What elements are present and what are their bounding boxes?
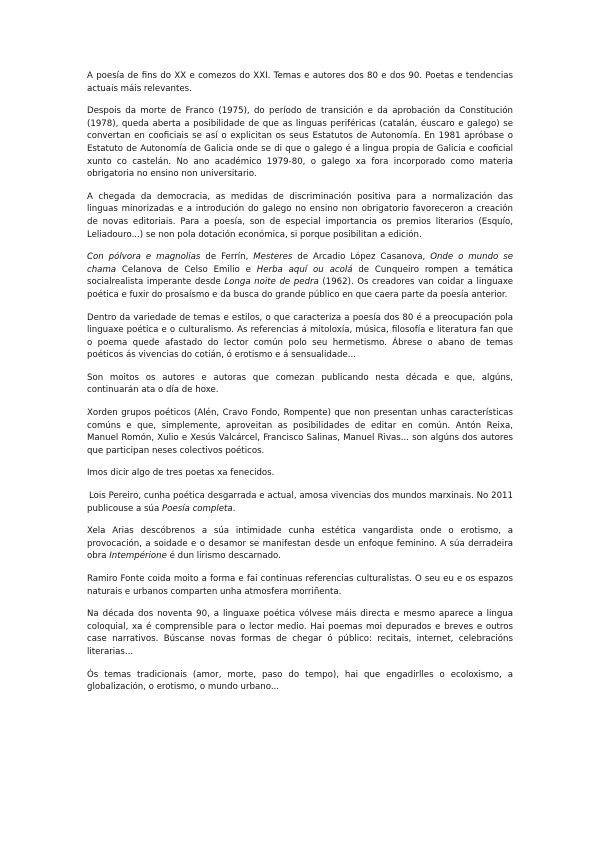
paragraph	[87, 608, 513, 658]
paragraph	[87, 525, 513, 563]
text-run: A poesía de fins do XX e comezos do XXI. Temas e autores dos 80 e dos 90. Poetas e tendencias actuais máis relevantes.	[87, 71, 513, 94]
italic-title: Onde o mundo se chama	[87, 252, 513, 275]
paragraph	[87, 191, 513, 241]
text-run: Na década dos noventa 90, a linguaxe poética vólvese máis directa e mesmo aparece a lingua coloquial, xa é comprensible para o lector medio. Hai poemas moi depurados e breves e outros case narrativos. Búscanse novas formas de chegar ó público: recitais, internet, celebracións literarias...	[87, 609, 513, 657]
paragraph	[87, 105, 513, 181]
text-run: Lois Pereiro, cunha poética desgarrada e actual, amosa vivencias dos mundos marxinais. No 2011 publicouse a súa	[87, 491, 513, 514]
paragraph	[87, 312, 513, 362]
paragraph	[87, 490, 513, 515]
text-run: de Ferrín,	[200, 252, 254, 263]
paragraph	[87, 372, 513, 397]
italic-title: Poesía completa	[161, 503, 233, 514]
text-run: A chegada da democracia, as medidas de discriminación positiva para a normalización das linguas minorizadas e a introdución do galego no ensino non obrigatorio favoreceron a creación de novas editoriais. Para a poesía, son de especial importancia os premios literarios (Esquío, Leliadouro...) se non pola dotación económica, si porque posibilitan a edición.	[87, 191, 513, 240]
text-run: Xorden grupos poéticos (Alén, Cravo Fondo, Rompente) que non presentan unhas características comúns e que, simplemente, aproveitan as posibilidades de editar en común. Antón Reixa, Manuel Romón, Xulio e Xesús Valcárcel, Francisco Salinas, Manuel Rivas... son algúns dos autores que participan neses colectivos poéticos.	[87, 408, 513, 456]
text-run: Despois da morte de Franco (1975), do período de transición e da aprobación da Constitución (1978), queda aberta a posibilidade de que as linguas periféricas (catalán, éuscaro e galego) se convertan en cooficiais se así o explicitan os seus Estatutos de Autonomía. En 1981 apróbase o Estatuto de Autonomía de Galicia onde se di que o galego é a lingua propia de Galicia e cooficial xunto co castelán. No ano académico 1979-80, o galego xa fora incorporado como materia obrigatoria no ensino non universitario.	[87, 106, 513, 180]
paragraph	[87, 467, 513, 480]
text-run: Dentro da variedade de temas e estilos, o que caracteriza a poesía dos 80 é a preocupación pola linguaxe poética e o culturalismo. As referencias á mitoloxía, música, filosofía e literatura fan que o poema quede afastado do lector común polo seu hermetismo. Ábrese o abano de temas poéticos ás vivencias do cotián, ó erotismo e á sensualidade...	[87, 312, 513, 361]
italic-title: Herba aquí ou acolá	[256, 264, 353, 275]
italic-title: Longa noite de pedra	[224, 277, 319, 288]
paragraph	[87, 669, 513, 694]
paragraph	[87, 573, 513, 598]
text-run: Imos dicir algo de tres poetas xa fenecidos.	[87, 468, 275, 479]
italic-title: Intempérione	[109, 551, 167, 562]
italic-title: Mesteres	[253, 252, 293, 263]
text-run: .	[232, 503, 236, 514]
text-run: é dun lirismo descarnado.	[166, 551, 281, 562]
paragraph	[87, 251, 513, 301]
text-run: de Cunqueiro rompen a temática socialrealista imperante desde	[87, 264, 513, 288]
text-run: Ós temas tradicionais (amor, morte, paso do tempo), hai que engadirlles o ecoloxismo, a globalización, o erotismo, o mundo urbano...	[87, 669, 513, 693]
italic-title: Con pólvora e magnolias	[87, 252, 201, 263]
text-run: Ramiro Fonte coida moito a forma e fai continuas referencias culturalistas. O seu eu e os espazos naturais e urbanos comparten unha atmosfera morriñenta.	[87, 574, 513, 597]
text-run: Celanova de Celso Emilio e	[116, 264, 257, 275]
text-run: de Arcadio López Casanova,	[292, 252, 431, 263]
text-run: (1962). Os creadores van coidar a linguaxe poética e fuxir do prosaísmo e da busca do grande público en que caera parte da poesía anterior.	[87, 277, 513, 300]
text-run: Son moitos os autores e autoras que comezan publicando nesta década e que, algúns, continuarán ata o día de hoxe.	[87, 372, 513, 396]
paragraph	[87, 407, 513, 457]
document-body	[87, 70, 513, 704]
text-run: Xela Arias descóbrenos a súa intimidade cunha estética vangardista onde o erotismo, a provocación, a soidade e o desamor se manifestan desde un enfoque feminino. A súa derradeira obra	[87, 526, 513, 562]
paragraph	[87, 70, 513, 95]
